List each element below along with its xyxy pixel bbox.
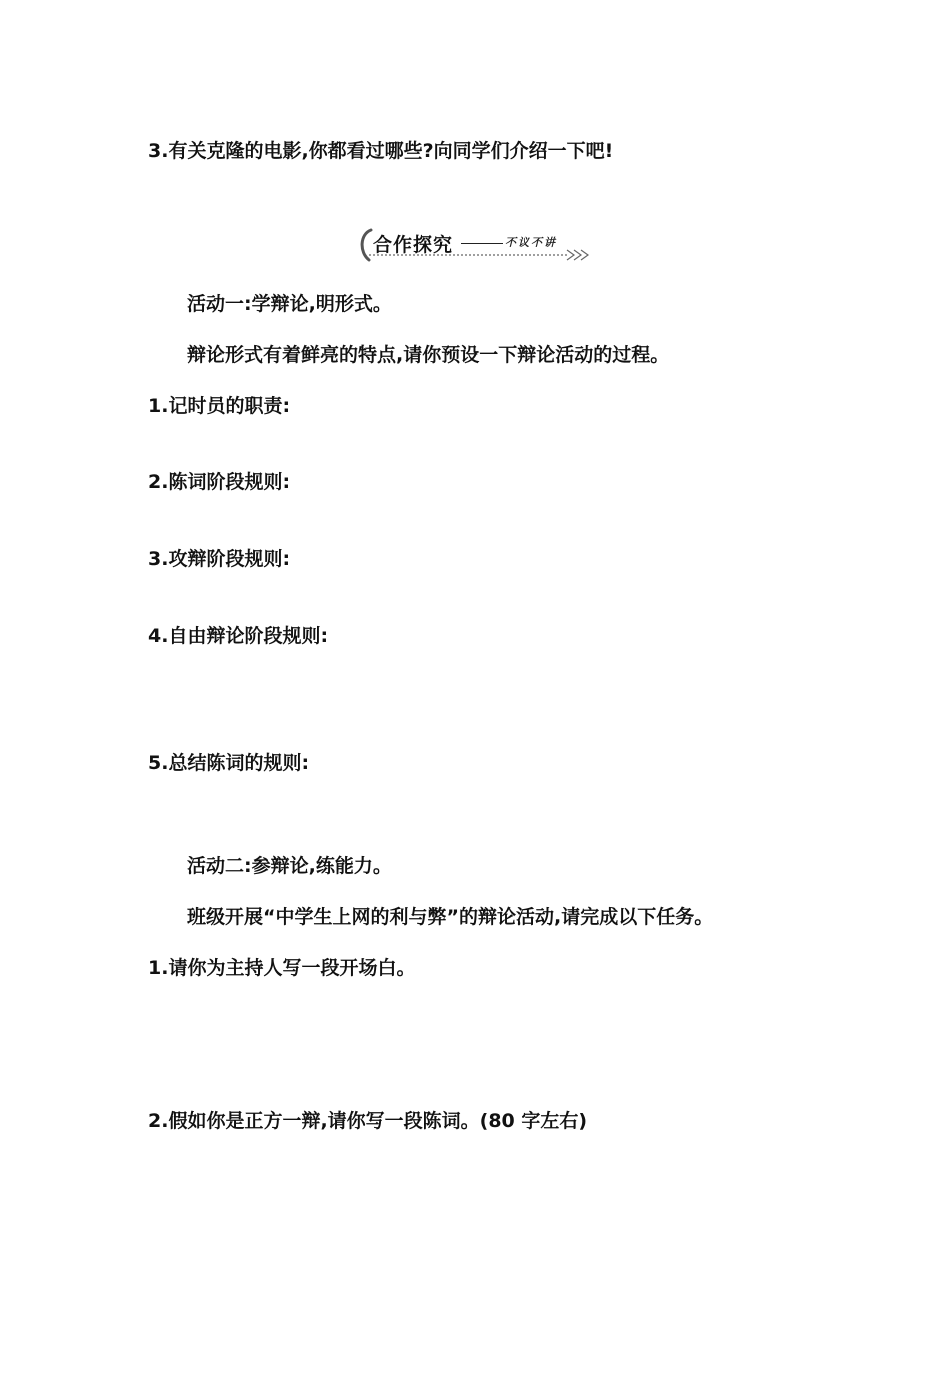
- activity1-item: 1.记时员的职责:: [148, 395, 291, 417]
- activity2-heading: 活动二:参辩论,练能力。: [187, 855, 392, 877]
- activity1-item: 5.总结陈词的规则:: [148, 752, 310, 774]
- activity2-item: 2.假如你是正方一辩,请你写一段陈词。(80 字左右): [148, 1110, 588, 1132]
- activity1-item: 3.攻辩阶段规则:: [148, 548, 291, 570]
- activity1-instruction: 辩论形式有着鲜亮的特点,请你预设一下辩论活动的过程。: [187, 344, 670, 366]
- banner-title: 合作探究: [373, 234, 454, 256]
- banner-dash: [461, 243, 503, 244]
- activity1-item: 2.陈词阶段规则:: [148, 471, 291, 493]
- activity2-instruction: 班级开展“中学生上网的利与弊”的辩论活动,请完成以下任务。: [187, 906, 714, 928]
- section-banner: [357, 222, 597, 266]
- activity1-item: 4.自由辩论阶段规则:: [148, 625, 329, 647]
- intro-question: 3.有关克隆的电影,你都看过哪些?向同学们介绍一下吧!: [148, 140, 614, 162]
- activity2-item: 1.请你为主持人写一段开场白。: [148, 957, 416, 979]
- activity1-heading: 活动一:学辩论,明形式。: [187, 293, 392, 315]
- banner-subtitle: 不议不讲: [505, 236, 557, 249]
